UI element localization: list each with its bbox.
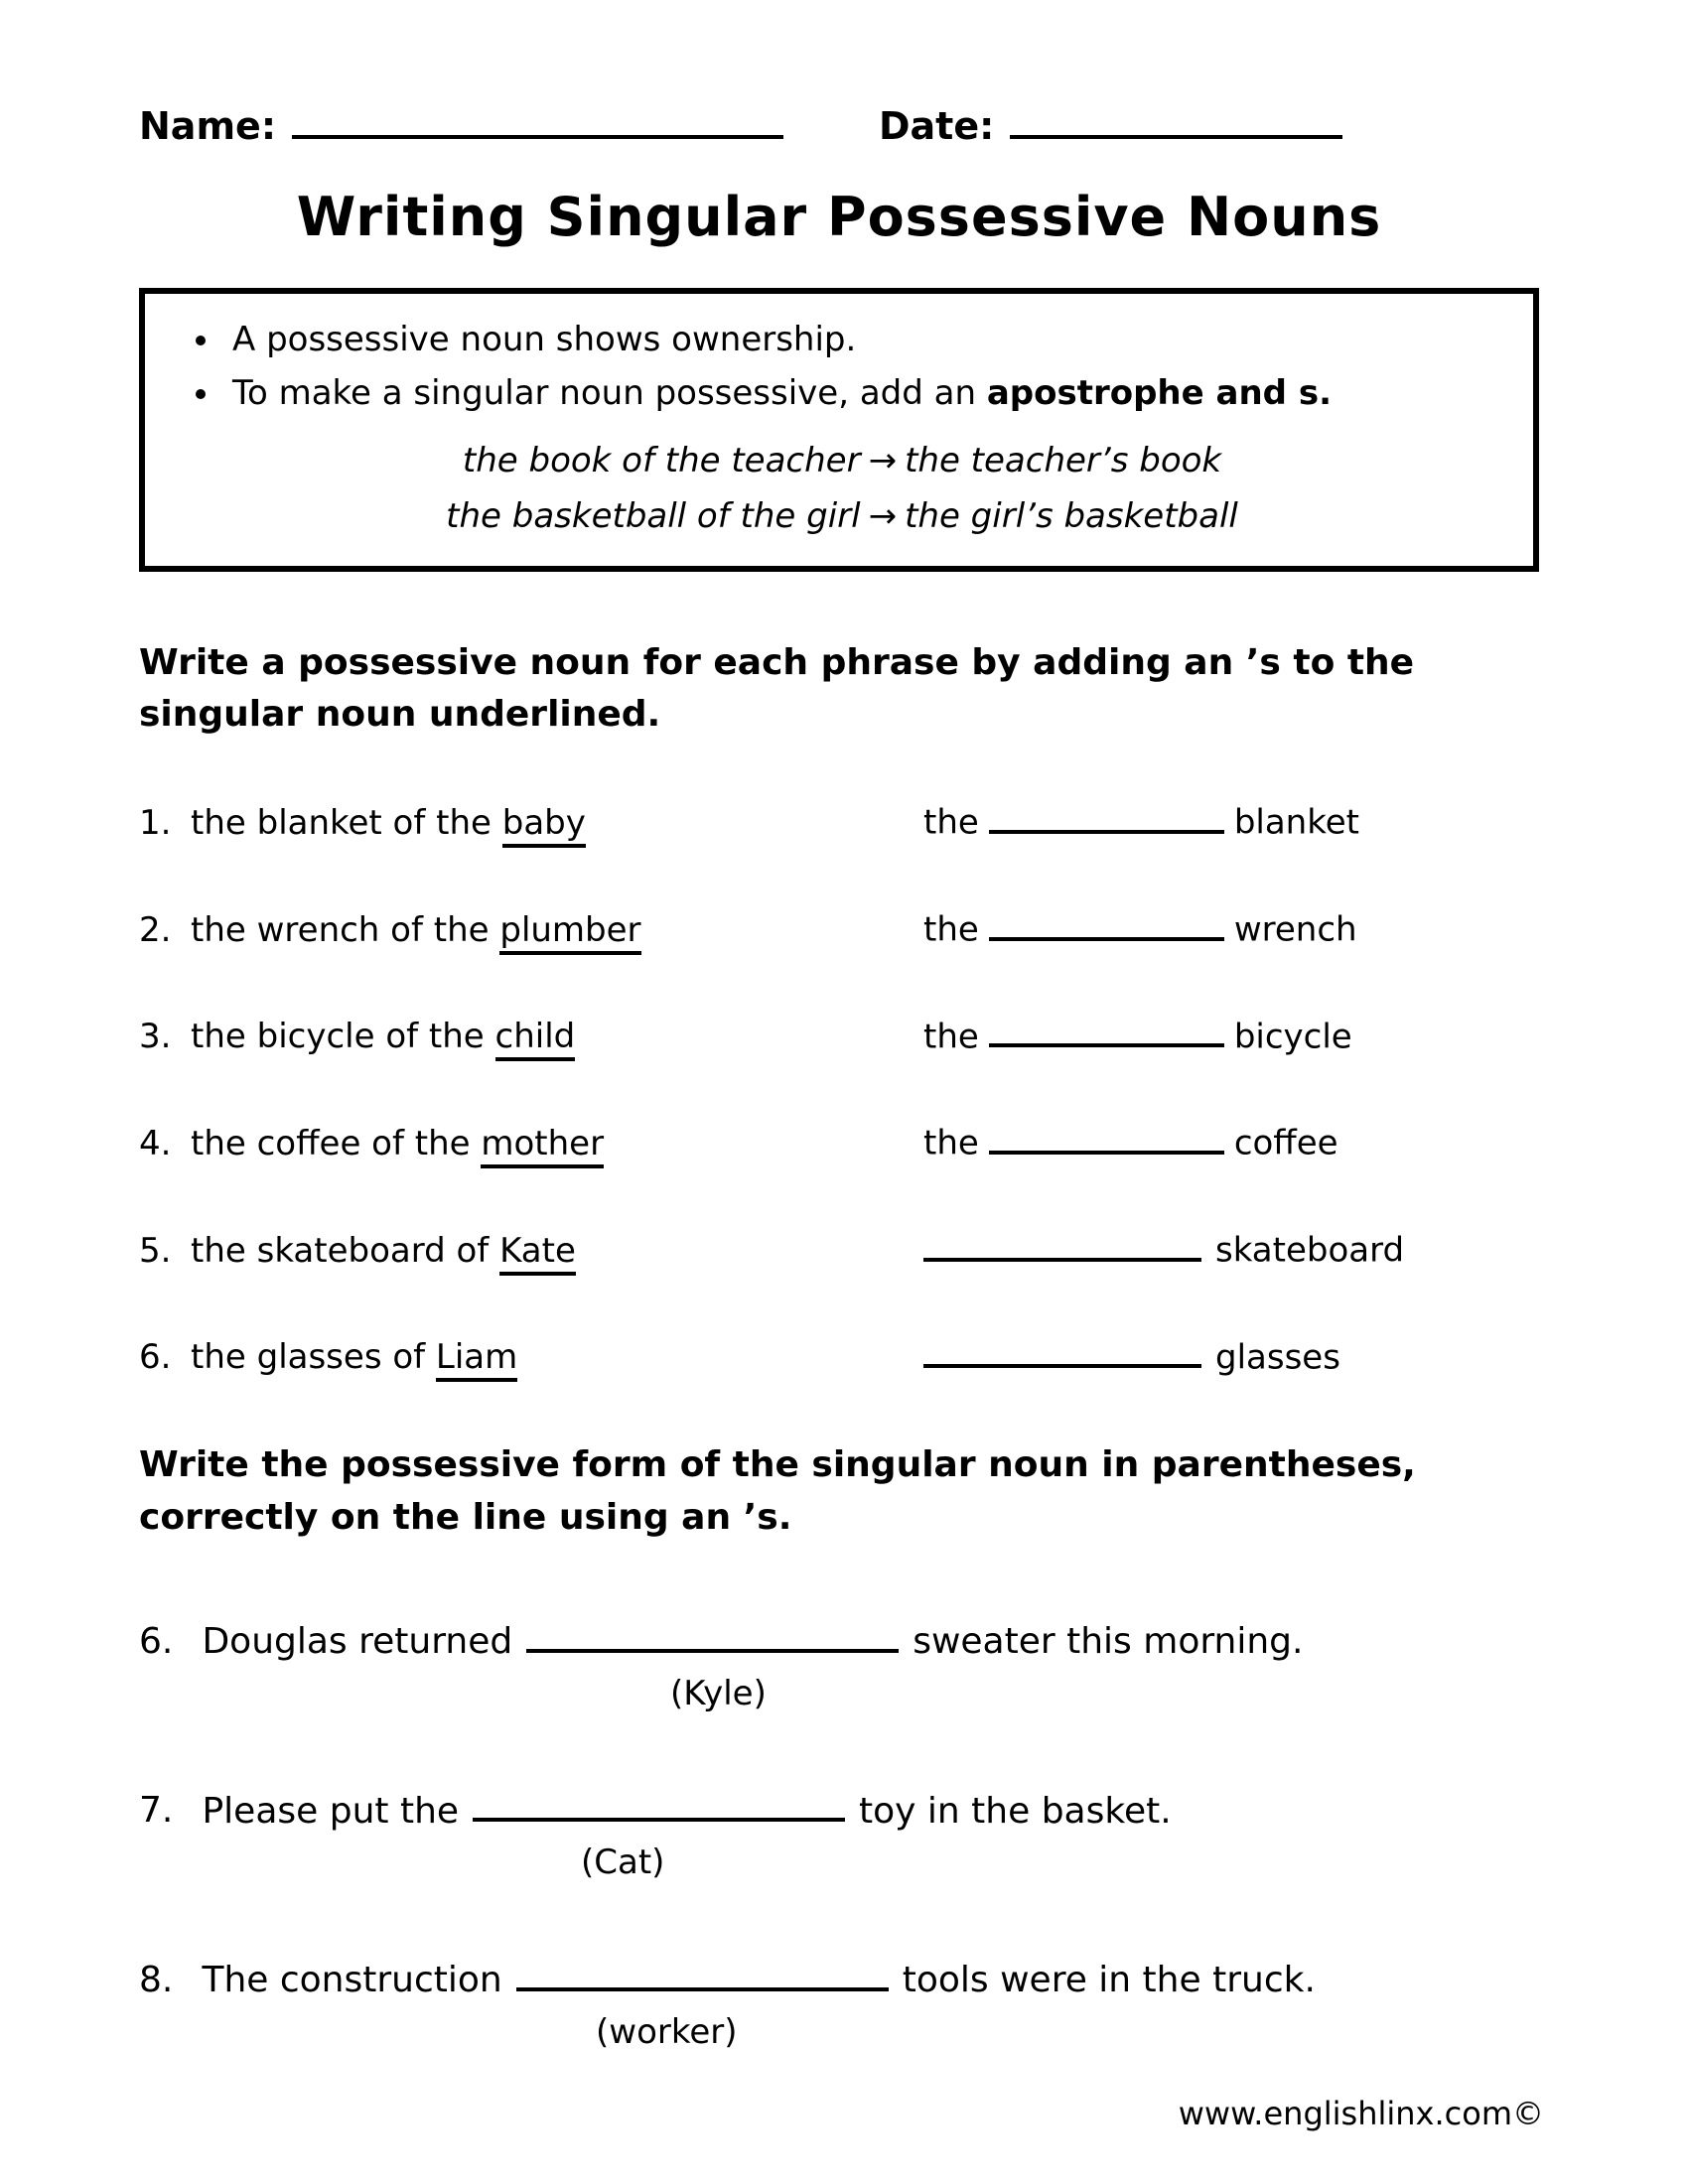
phrase-text: the coffee of the mother — [191, 1124, 604, 1163]
phrase-text: the wrench of the plumber — [191, 910, 641, 950]
phrase-cell — [139, 803, 923, 843]
phrase-cell — [139, 1337, 923, 1377]
exercise-row-4 — [139, 1119, 1539, 1163]
parenthetical-hint: (Kyle) — [670, 1673, 767, 1713]
page-title: Writing Singular Possessive Nouns — [296, 185, 1382, 248]
item-number: 6. — [139, 1337, 172, 1378]
sentence-item-7 — [139, 1785, 1539, 1883]
underlined-noun: plumber — [499, 910, 640, 955]
sentence-post: sweater this morning. — [913, 1620, 1304, 1662]
arrow-icon: → — [868, 440, 898, 480]
answer-blank[interactable] — [526, 1615, 899, 1653]
phrase-text: the glasses of Liam — [191, 1337, 517, 1377]
exercise-row-5 — [139, 1226, 1539, 1271]
item-number: 5. — [139, 1230, 172, 1271]
exercise-row-6 — [139, 1333, 1539, 1378]
underlined-noun: baby — [502, 803, 586, 848]
sentence-pre: The construction — [202, 1960, 502, 2001]
item-number: 7. — [139, 1790, 174, 1832]
exercise-row-1 — [139, 798, 1539, 843]
rule-item-1 — [222, 320, 1503, 359]
item-number: 6. — [139, 1620, 174, 1662]
header — [139, 99, 1539, 148]
answer-cell — [923, 1119, 1539, 1163]
answer-blank[interactable] — [923, 1226, 1201, 1262]
sentence-item-8 — [139, 1954, 1539, 2052]
example-2-to: the girl’s basketball — [905, 495, 1238, 536]
answer-suffix: skateboard — [1215, 1230, 1405, 1271]
rule-1-text: A possessive noun shows ownership. — [232, 319, 857, 359]
underlined-noun: child — [495, 1017, 576, 1061]
phrase-cell — [139, 1017, 923, 1056]
answer-cell — [923, 1226, 1539, 1271]
sentence-item-6 — [139, 1615, 1539, 1713]
phrase-text: the bicycle of the child — [191, 1017, 575, 1056]
sentence-line — [139, 1785, 1539, 1832]
example-2 — [181, 496, 1503, 536]
date-blank[interactable] — [1010, 99, 1342, 139]
section2-instructions: Write the possessive form of the singular noun in parentheses, correctly on the line using an ’s. — [139, 1444, 1416, 1538]
item-number: 4. — [139, 1124, 172, 1164]
parenthetical-hint: (Cat) — [581, 1843, 665, 1883]
answer-cell — [923, 1333, 1539, 1378]
phrase-cell — [139, 910, 923, 950]
phrase-text: the skateboard of Kate — [191, 1231, 576, 1271]
underlined-noun: Kate — [499, 1231, 576, 1276]
answer-blank[interactable] — [989, 1119, 1224, 1155]
underlined-noun: Liam — [436, 1337, 517, 1382]
examples — [181, 441, 1503, 536]
sentence-line — [139, 1615, 1539, 1662]
item-number: 1. — [139, 802, 172, 843]
footer-watermark: www.englishlinx.com© — [1178, 2095, 1544, 2132]
arrow-icon: → — [868, 495, 898, 536]
exercise-row-2 — [139, 905, 1539, 950]
answer-blank[interactable] — [516, 1954, 889, 1991]
sentence-post: tools were in the truck. — [902, 1960, 1316, 2001]
answer-blank[interactable] — [989, 798, 1224, 834]
answer-blank[interactable] — [989, 1013, 1224, 1048]
rule-2-text: To make a singular noun possessive, add an — [232, 372, 987, 413]
answer-blank[interactable] — [473, 1785, 845, 1823]
sentence-pre: Please put the — [202, 1790, 460, 1832]
answer-prefix: the — [923, 909, 979, 950]
name-label: Name: — [139, 103, 277, 148]
sentence-pre: Douglas returned — [202, 1620, 513, 1662]
section1-items — [139, 798, 1539, 1377]
answer-prefix: the — [923, 802, 979, 843]
example-1-to: the teacher’s book — [905, 440, 1222, 480]
phrase-cell — [139, 1231, 923, 1271]
section2-items — [139, 1615, 1539, 2052]
answer-suffix: coffee — [1233, 1124, 1338, 1164]
answer-suffix: glasses — [1215, 1337, 1340, 1378]
item-number: 3. — [139, 1017, 172, 1057]
example-1-from: the book of the teacher — [462, 440, 861, 480]
section1-instructions: Write a possessive noun for each phrase by adding an ’s to the singular noun underlined. — [139, 641, 1415, 736]
answer-blank[interactable] — [989, 905, 1224, 941]
rules-box — [139, 288, 1539, 572]
answer-suffix: blanket — [1233, 802, 1359, 843]
item-number: 8. — [139, 1960, 174, 2001]
name-field — [139, 99, 879, 148]
parenthetical-hint: (worker) — [596, 2012, 738, 2053]
exercise-row-3 — [139, 1013, 1539, 1057]
phrase-text: the blanket of the baby — [191, 803, 586, 843]
underlined-noun: mother — [481, 1124, 604, 1168]
answer-cell — [923, 1013, 1539, 1057]
phrase-cell — [139, 1124, 923, 1163]
example-1 — [181, 441, 1503, 480]
answer-prefix: the — [923, 1017, 979, 1057]
name-blank[interactable] — [292, 99, 783, 139]
rule-2-bold-text: apostrophe and s. — [986, 372, 1332, 413]
answer-cell — [923, 905, 1539, 950]
answer-blank[interactable] — [923, 1333, 1201, 1369]
date-field — [879, 99, 1342, 148]
answer-prefix: the — [923, 1124, 979, 1164]
sentence-line — [139, 1954, 1539, 2000]
example-2-from: the basketball of the girl — [446, 495, 861, 536]
rules-list — [181, 320, 1503, 413]
answer-suffix: bicycle — [1233, 1017, 1352, 1057]
answer-cell — [923, 798, 1539, 843]
date-label: Date: — [879, 103, 995, 148]
item-number: 2. — [139, 909, 172, 950]
sentence-post: toy in the basket. — [859, 1790, 1172, 1832]
answer-suffix: wrench — [1233, 909, 1357, 950]
rule-item-2 — [222, 373, 1503, 413]
